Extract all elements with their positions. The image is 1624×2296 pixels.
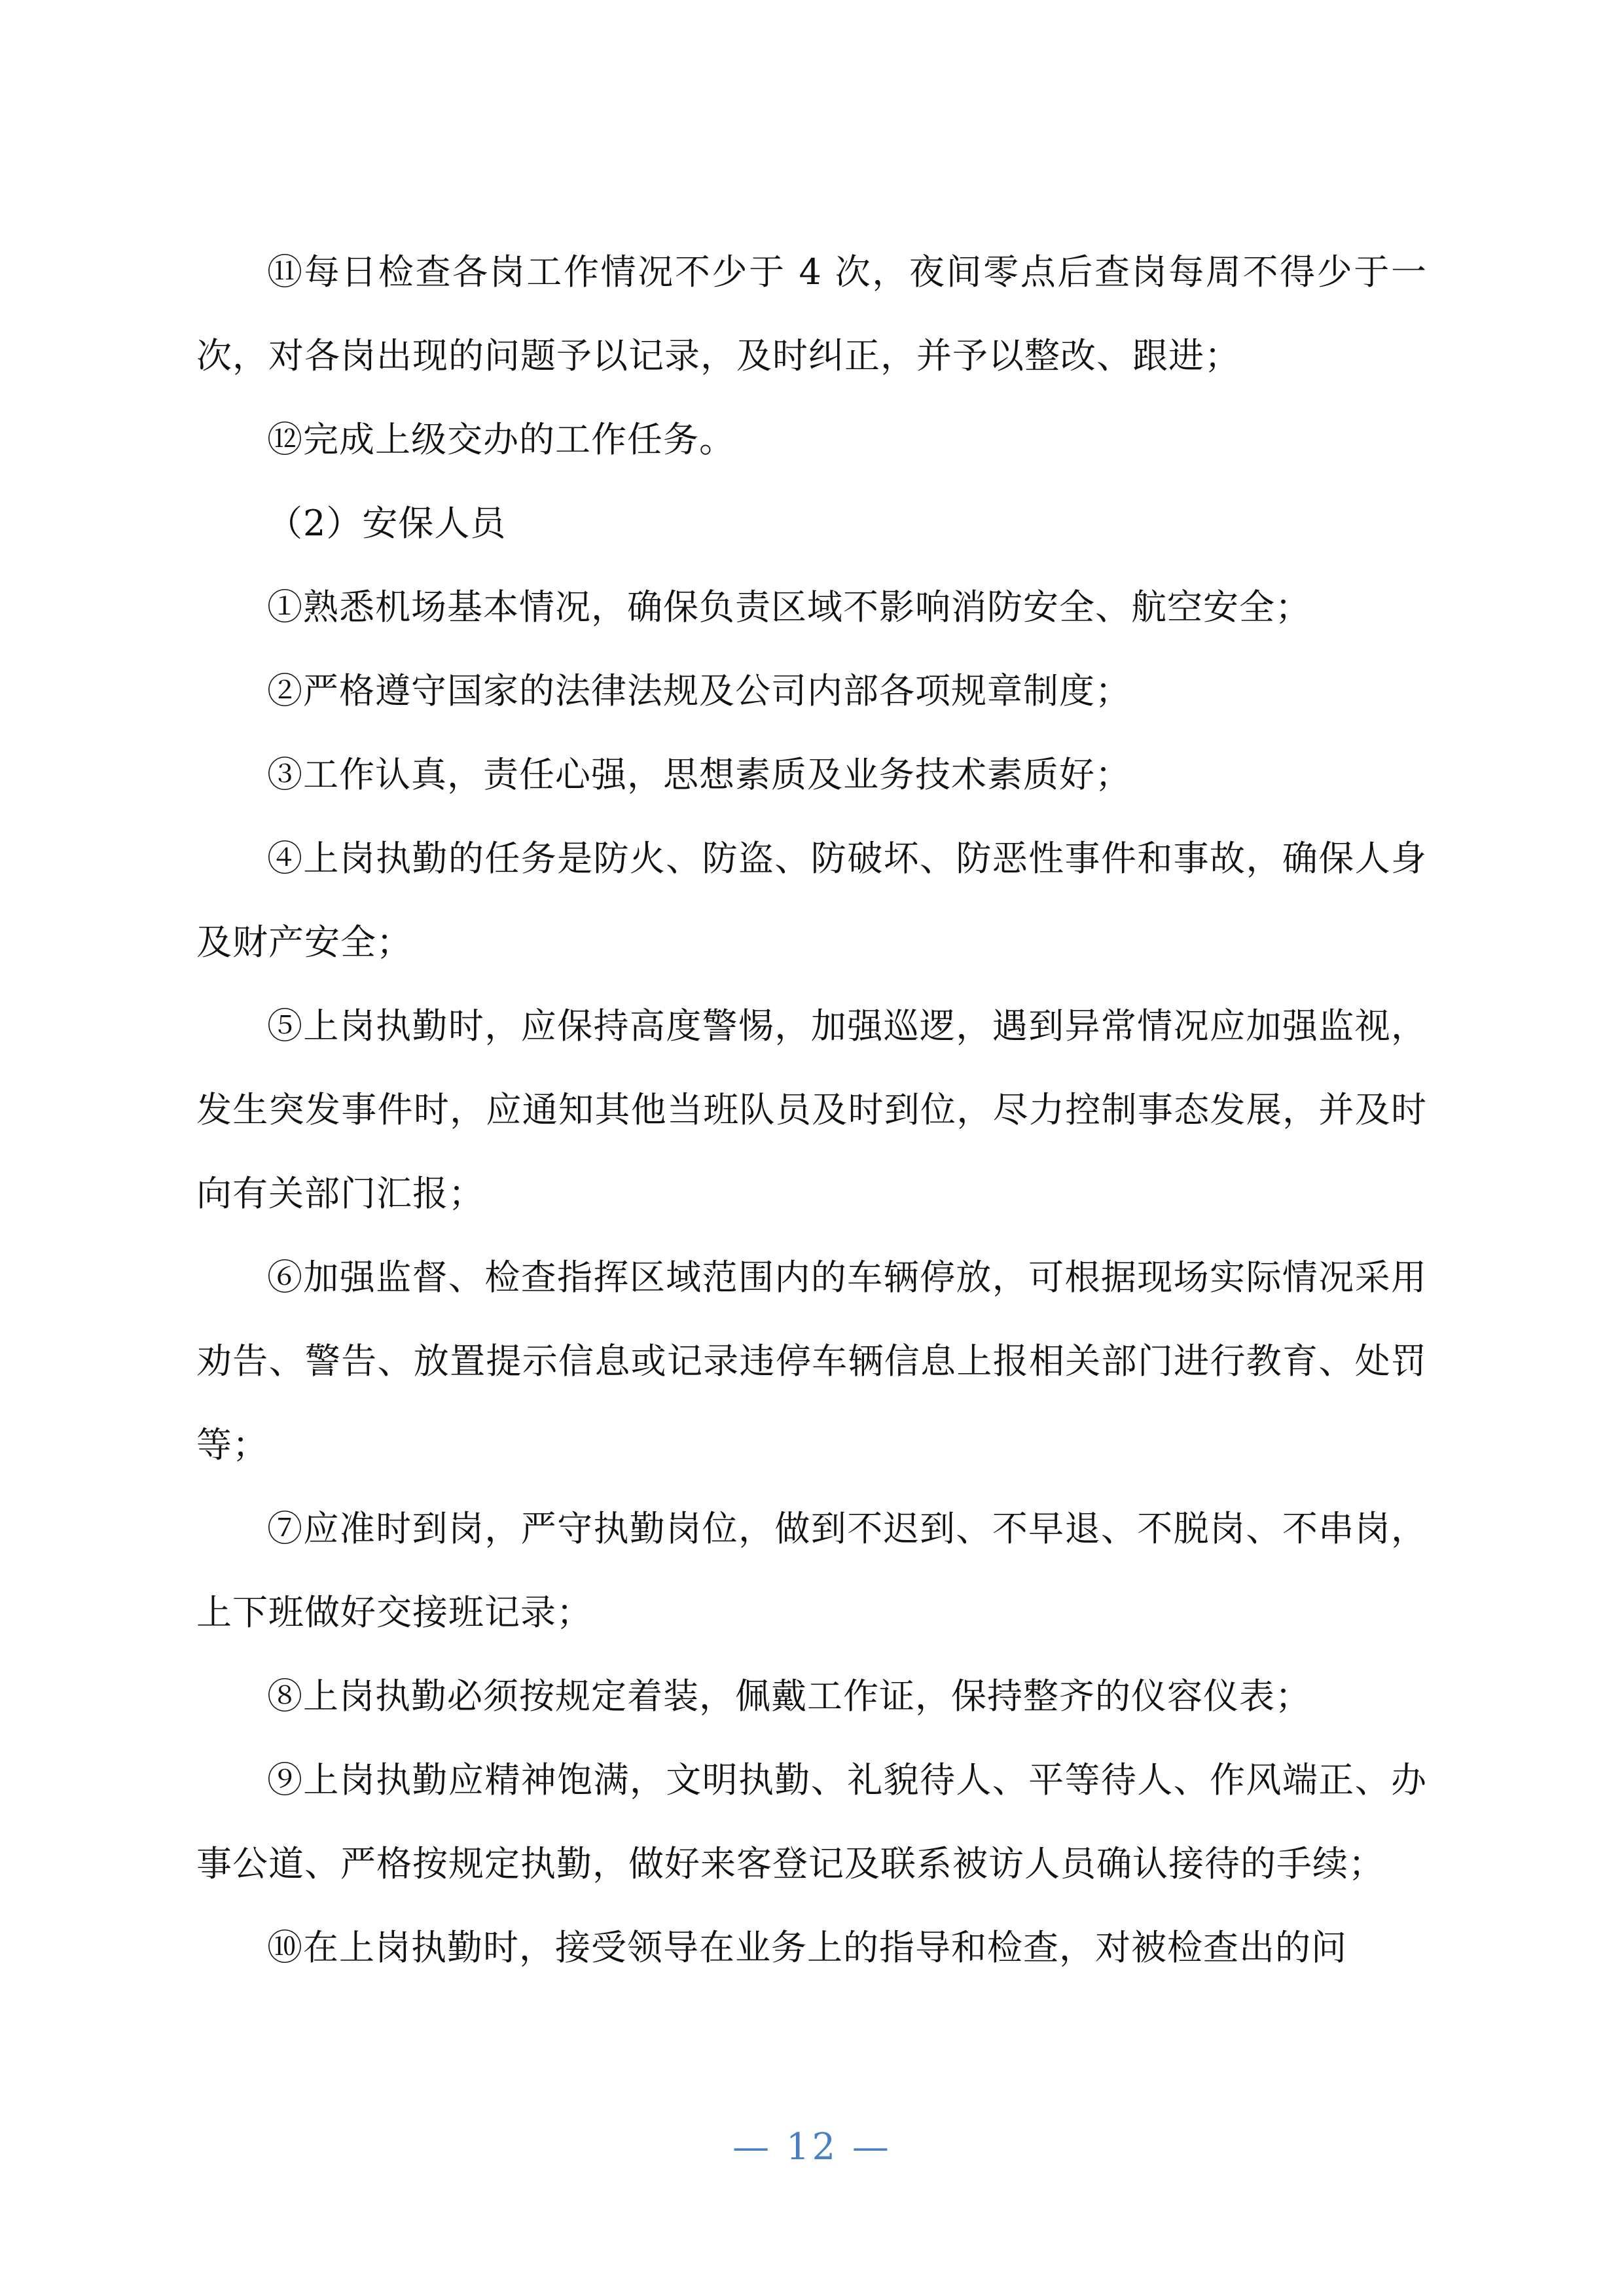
page-number: — 12 — <box>732 2126 892 2168</box>
paragraph-item-10: ⑩在上岗执勤时，接受领导在业务上的指导和检查，对被检查出的问 <box>267 1927 1347 1968</box>
paragraph-item-5: ⑤上岗执勤时，应保持高度警惕，加强巡逻，遇到异常情况应加强监视，发生突发事件时，应通知其他当班队员及时到位，尽力控制事态发展，并及时向有关部门汇报； <box>196 1005 1427 1214</box>
paragraph-item-12: ⑫完成上级交办的工作任务。 <box>267 419 735 460</box>
paragraph-item-1: ①熟悉机场基本情况，确保负责区域不影响消防安全、航空安全； <box>267 586 1311 628</box>
paragraph-item-2: ②严格遵守国家的法律法规及公司内部各项规章制度； <box>267 670 1131 711</box>
paragraph-item-9: ⑨上岗执勤应精神饱满，文明执勤、礼貌待人、平等待人、作风端正、办事公道、严格按规定执勤，做好来客登记及联系被访人员确认接待的手续； <box>196 1759 1427 1884</box>
section-heading-security-staff: （2）安保人员 <box>267 503 507 544</box>
paragraph-item-11: ⑪每日检查各岗工作情况不少于 4 次，夜间零点后查岗每周不得少于一次，对各岗出现的问题予以记录，及时纠正，并予以整改、跟进； <box>196 251 1427 376</box>
paragraph-item-4: ④上岗执勤的任务是防火、防盗、防破坏、防恶性事件和事故，确保人身及财产安全； <box>196 838 1427 963</box>
paragraph-item-8: ⑧上岗执勤必须按规定着装，佩戴工作证，保持整齐的仪容仪表； <box>267 1676 1311 1717</box>
paragraph-item-3: ③工作认真，责任心强，思想素质及业务技术素质好； <box>267 754 1131 795</box>
paragraph-item-7: ⑦应准时到岗，严守执勤岗位，做到不迟到、不早退、不脱岗、不串岗，上下班做好交接班记录； <box>196 1508 1427 1633</box>
paragraph-item-6: ⑥加强监督、检查指挥区域范围内的车辆停放，可根据现场实际情况采用劝告、警告、放置提示信息或记录违停车辆信息上报相关部门进行教育、处罚等； <box>196 1257 1427 1465</box>
document-body <box>196 230 1427 1990</box>
